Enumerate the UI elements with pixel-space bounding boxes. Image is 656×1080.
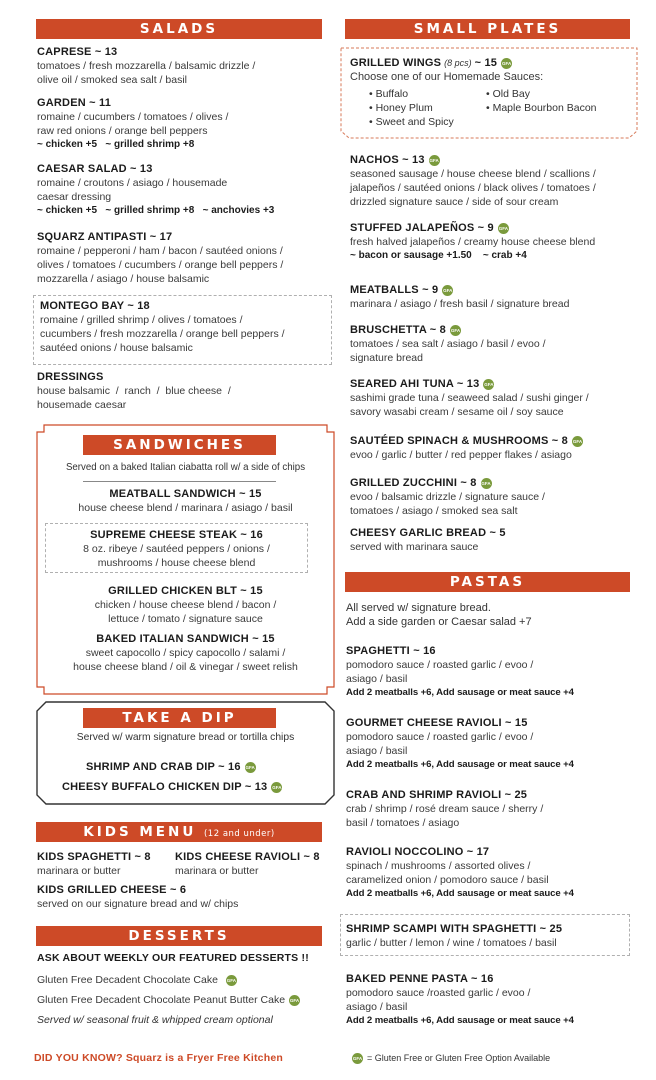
item-desc: olives / tomatoes / cucumbers / orange bell peppers / [37,259,284,271]
desserts-featured-note [37,951,309,965]
menu-item-kids-ravioli [175,850,320,878]
item-name: SEARED AHI TUNA ~ 13 [350,378,480,390]
item-desc: raw red onions / orange bell peppers [37,125,208,137]
item-addons: ~ chicken +5 ~ grilled shrimp +8 [37,139,195,150]
item-name: GARDEN ~ 11 [37,97,112,109]
item-desc: romaine / grilled shrimp / olives / tomatoes / [40,314,243,326]
menu-item-buffalo-chicken-dip [62,780,282,794]
item-name: SAUTÉED SPINACH & MUSHROOMS ~ 8 [350,435,568,447]
gfa-icon: GFA [442,285,453,296]
item-name: Gluten Free Decadent Chocolate Cake [37,974,218,986]
menu-item-peanut-butter-cake [37,993,300,1007]
item-desc: sashimi grade tuna / seaweed salad / sushi ginger / [350,392,589,404]
item-desc: romaine / croutons / asiago / housemade [37,177,228,189]
pastas-intro [346,601,532,629]
item-desc: served with marinara sauce [350,541,479,553]
gfa-legend [352,1051,550,1065]
item-desc: marinara or butter [37,865,121,877]
item-desc: tomatoes / sea salt / asiago / basil / evoo / [350,338,546,350]
item-name: SUPREME CHEESE STEAK ~ 16 [90,529,263,541]
menu-item-montego-bay [40,299,285,355]
item-name: STUFFED JALAPEÑOS ~ 9 [350,222,494,234]
item-desc: asiago / basil [346,745,408,757]
item-desc: spinach / mushrooms / assorted olives / [346,860,531,872]
menu-item-ravioli-noccolino [346,845,574,901]
sauce-option: • Maple Bourbon Bacon [486,102,597,114]
item-name: KIDS GRILLED CHEESE ~ 6 [37,884,187,896]
menu-item-kids-spaghetti [37,850,151,878]
item-desc: served on our signature bread and w/ chips [37,898,239,910]
menu-item-caprese [37,45,255,87]
gfa-icon: GFA [483,379,494,390]
menu-item-baked-italian [36,632,335,674]
item-name: GOURMET CHEESE RAVIOLI ~ 15 [346,717,528,729]
item-addons: Add 2 meatballs +6, Add sausage or meat sauce +4 [346,687,574,698]
menu-item-baked-penne [346,972,574,1028]
gfa-icon: GFA [245,762,256,773]
item-desc: house cheese bland / oil & vinegar / sweet relish [73,661,298,673]
gfa-icon: GFA [450,325,461,336]
gfa-icon: GFA [226,975,237,986]
item-desc: sautéed onions / house balsamic [40,342,193,354]
item-desc: pomodoro sauce / roasted garlic / evoo / [346,731,534,743]
menu-item-antipasti [37,230,283,286]
gfa-icon: GFA [429,155,440,166]
item-desc: evoo / balsamic drizzle / signature sauce / [350,491,545,503]
item-name: MEATBALLS ~ 9 [350,284,439,296]
item-desc: marinara or butter [175,865,259,877]
item-name: SPAGHETTI ~ 16 [346,645,436,657]
sauce-option: • Old Bay [486,88,530,100]
small-plates-banner: SMALL PLATES [345,19,630,39]
menu-item-nachos [350,153,596,209]
item-desc: house cheese blend / marinara / asiago / basil [78,502,293,514]
item-name: CRAB AND SHRIMP RAVIOLI ~ 25 [346,789,528,801]
item-desc: seasoned sausage / house cheese blend / scallions / [350,168,596,180]
sauce-option: • Sweet and Spicy [369,116,454,128]
sauce-option: • Buffalo [369,88,409,100]
menu-item-shrimp-crab-dip [86,760,256,774]
take-a-dip-intro: Served w/ warm signature bread or tortilla chips [76,732,295,743]
item-desc: Choose one of our Homemade Sauces: [350,71,544,83]
item-name: KIDS CHEESE RAVIOLI ~ 8 [175,851,320,863]
item-name: MEATBALL SANDWICH ~ 15 [109,488,262,500]
item-desc: marinara / asiago / fresh basil / signature bread [350,298,570,310]
item-name: KIDS SPAGHETTI ~ 8 [37,851,151,863]
item-desc: romaine / cucumbers / tomatoes / olives / [37,111,229,123]
item-name: CHEESY BUFFALO CHICKEN DIP ~ 13 [62,781,268,793]
item-desc: asiago / basil [346,673,408,685]
item-price: ~ 15 [474,57,498,69]
kids-menu-banner [36,822,322,842]
item-name: RAVIOLI NOCCOLINO ~ 17 [346,846,490,858]
item-desc: tomatoes / fresh mozzarella / balsamic drizzle / [37,60,256,72]
gfa-icon: GFA [572,436,583,447]
desserts-banner: DESSERTS [36,926,322,946]
menu-item-bruschetta [350,323,546,365]
item-name: ASK ABOUT WEEKLY OUR FEATURED DESSERTS !! [37,952,309,964]
item-desc: fresh halved jalapeños / creamy house cheese blend [350,236,596,248]
item-desc: sweet capocollo / spicy capocollo / salami / [85,647,286,659]
item-desc: 8 oz. ribeye / sautéed peppers / onions / [83,543,270,555]
menu-item-garlic-bread [350,526,506,554]
item-desc: romaine / pepperoni / ham / bacon / sautéed onions / [37,245,283,257]
item-desc: pomodoro sauce / roasted garlic / evoo / [346,659,534,671]
sandwiches-intro: Served on a baked Italian ciabatta roll w/ a side of chips [65,462,306,473]
item-name: SHRIMP SCAMPI WITH SPAGHETTI ~ 25 [346,923,563,935]
menu-item-spaghetti [346,644,574,700]
item-addons: ~ chicken +5 ~ grilled shrimp +8 ~ anchovies +3 [37,205,275,216]
item-desc: mozzarella / asiago / house balsamic [37,273,210,285]
item-desc: signature bread [350,352,423,364]
item-desc: savory wasabi cream / sesame oil / soy sauce [350,406,564,418]
salads-banner: SALADS [36,19,322,39]
item-desc: basil / tomatoes / asiago [346,817,460,829]
menu-item-chocolate-cake [37,973,237,987]
gfa-icon: GFA [271,782,282,793]
item-name: DRESSINGS [37,371,104,383]
item-name: BAKED ITALIAN SANDWICH ~ 15 [96,633,275,645]
menu-item-meatball-sandwich [36,487,335,515]
item-name: Gluten Free Decadent Chocolate Peanut Butter Cake [37,994,286,1006]
gfa-icon: GFA [289,995,300,1006]
item-name: BAKED PENNE PASTA ~ 16 [346,973,494,985]
item-desc: tomatoes / asiago / smoked sea salt [350,505,518,517]
sauce-list-left [369,87,454,129]
item-addons: Add 2 meatballs +6, Add sausage or meat sauce +4 [346,888,574,899]
item-pieces: (8 pcs) [444,58,472,68]
take-a-dip-banner: TAKE A DIP [83,708,276,728]
item-desc: evoo / garlic / butter / red pepper flakes / asiago [350,449,572,461]
desserts-serving-note: Served w/ seasonal fruit & whipped cream optional [37,1014,273,1026]
menu-item-dressings [37,370,231,412]
pastas-intro-line: All served w/ signature bread. [346,602,491,614]
item-name: GRILLED CHICKEN BLT ~ 15 [108,585,263,597]
item-name: GRILLED WINGS [350,57,442,69]
pastas-intro-line: Add a side garden or Caesar salad +7 [346,616,532,628]
item-desc: mushrooms / house cheese blend [97,557,256,569]
did-you-know: DID YOU KNOW? Squarz is a Fryer Free Kitchen [34,1052,283,1064]
item-desc: house balsamic / ranch / blue cheese / [37,385,231,397]
sauce-option: • Honey Plum [369,102,433,114]
gfa-legend-text: = Gluten Free or Gluten Free Option Available [367,1053,551,1063]
pastas-banner: PASTAS [345,572,630,592]
item-name: GRILLED ZUCCHINI ~ 8 [350,477,477,489]
menu-item-grilled-zucchini [350,476,545,518]
item-desc: crab / shrimp / rosé dream sauce / sherry / [346,803,544,815]
item-name: CAESAR SALAD ~ 13 [37,163,153,175]
item-addons: ~ bacon or sausage +1.50 ~ crab +4 [350,250,527,261]
kids-menu-subtitle: (12 and under) [203,829,275,839]
item-name: CHEESY GARLIC BREAD ~ 5 [350,527,506,539]
divider [83,481,276,482]
menu-item-seared-ahi-tuna [350,377,589,419]
item-name: NACHOS ~ 13 [350,154,425,166]
item-desc: asiago / basil [346,1001,408,1013]
item-desc: pomodoro sauce /roasted garlic / evoo / [346,987,531,999]
sauce-list-right [486,87,597,115]
menu-item-caesar [37,162,274,218]
menu-item-chicken-blt [36,584,335,626]
item-desc: caramelized onion / pomodoro sauce / basil [346,874,549,886]
item-desc: caesar dressing [37,191,112,203]
item-desc: housemade caesar [37,399,127,411]
menu-item-shrimp-scampi [346,922,562,950]
item-name: MONTEGO BAY ~ 18 [40,300,150,312]
item-desc: chicken / house cheese blend / bacon / [94,599,277,611]
item-desc: cucumbers / fresh mozzarella / orange bell peppers / [40,328,285,340]
gfa-icon: GFA [352,1053,363,1064]
item-desc: lettuce / tomato / signature sauce [108,613,263,625]
menu-item-kids-grilled-cheese [37,883,238,911]
item-addons: Add 2 meatballs +6, Add sausage or meat sauce +4 [346,759,574,770]
gfa-icon: GFA [501,58,512,69]
item-name: SQUARZ ANTIPASTI ~ 17 [37,231,173,243]
item-name: SHRIMP AND CRAB DIP ~ 16 [86,761,241,773]
menu-item-garden [37,96,228,152]
menu-item-cheese-steak [45,528,308,570]
gfa-icon: GFA [481,478,492,489]
item-desc: olive oil / smoked sea salt / basil [37,74,187,86]
item-desc: garlic / butter / lemon / wine / tomatoes / basil [346,937,557,949]
item-desc: jalapeños / sautéed onions / black olives / tomatoes / [350,182,596,194]
menu-item-sauteed-spinach [350,434,583,462]
menu-item-grilled-wings [350,56,543,84]
menu-item-cheese-ravioli [346,716,574,772]
item-name: BRUSCHETTA ~ 8 [350,324,447,336]
menu-item-meatballs [350,283,569,311]
menu-item-stuffed-jalapenos [350,221,595,263]
sandwiches-banner: SANDWICHES [83,435,276,455]
kids-menu-title: KIDS MENU [83,824,197,840]
item-desc: drizzled signature sauce / side of sour cream [350,196,559,208]
item-addons: Add 2 meatballs +6, Add sausage or meat sauce +4 [346,1015,574,1026]
item-name: CAPRESE ~ 13 [37,46,118,58]
menu-item-crab-shrimp-ravioli [346,788,543,830]
gfa-icon: GFA [498,223,509,234]
